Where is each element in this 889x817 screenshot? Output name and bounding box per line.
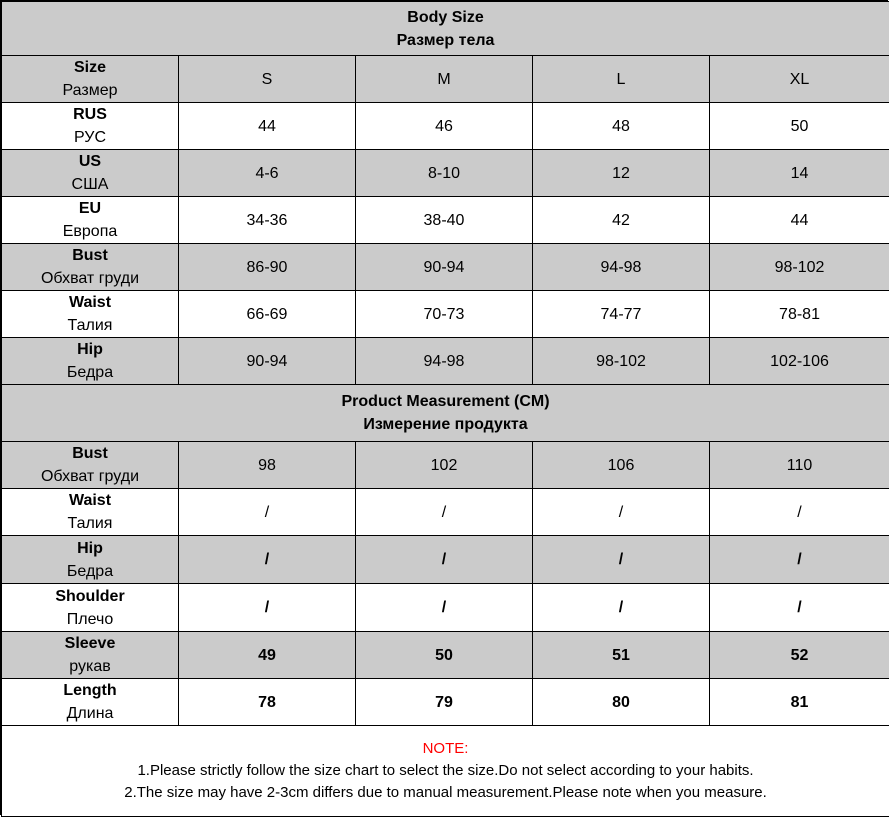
row-label bbox=[2, 338, 179, 385]
table-cell: 86-90 bbox=[179, 244, 356, 291]
table-cell: 98-102 bbox=[533, 338, 710, 385]
row-label-en: Shoulder bbox=[2, 585, 178, 608]
table-cell: 49 bbox=[179, 632, 356, 679]
size-m: M bbox=[356, 56, 533, 103]
row-label bbox=[2, 103, 179, 150]
row-label-ru: Бедра bbox=[2, 361, 178, 384]
table-cell: 42 bbox=[533, 197, 710, 244]
row-label-en: Hip bbox=[2, 338, 178, 361]
table-cell: 4-6 bbox=[179, 150, 356, 197]
table-cell: 90-94 bbox=[356, 244, 533, 291]
row-label bbox=[2, 197, 179, 244]
body-size-title-en: Body Size bbox=[2, 6, 889, 29]
row-label bbox=[2, 489, 179, 536]
row-label bbox=[2, 442, 179, 489]
table-cell: / bbox=[179, 584, 356, 632]
row-label-ru: США bbox=[2, 173, 178, 196]
row-label-en: Waist bbox=[2, 489, 178, 512]
table-cell: / bbox=[533, 489, 710, 536]
table-cell: 78-81 bbox=[710, 291, 889, 338]
size-table bbox=[1, 1, 889, 817]
row-label-en: EU bbox=[2, 197, 178, 220]
table-cell: 80 bbox=[533, 679, 710, 726]
table-cell: 50 bbox=[356, 632, 533, 679]
table-cell: 44 bbox=[179, 103, 356, 150]
row-label-en: Sleeve bbox=[2, 632, 178, 655]
table-cell: / bbox=[710, 489, 889, 536]
table-cell: 66-69 bbox=[179, 291, 356, 338]
table-cell: 94-98 bbox=[533, 244, 710, 291]
row-label-ru: Обхват груди bbox=[2, 465, 178, 488]
product-title bbox=[2, 385, 889, 442]
table-cell: / bbox=[179, 489, 356, 536]
table-cell: / bbox=[533, 536, 710, 584]
table-row bbox=[2, 338, 889, 385]
table-cell: 102-106 bbox=[710, 338, 889, 385]
table-cell: 12 bbox=[533, 150, 710, 197]
row-label-ru: Талия bbox=[2, 512, 178, 535]
table-cell: 81 bbox=[710, 679, 889, 726]
table-cell: 48 bbox=[533, 103, 710, 150]
table-cell: / bbox=[710, 536, 889, 584]
table-cell: 50 bbox=[710, 103, 889, 150]
table-cell: 8-10 bbox=[356, 150, 533, 197]
row-label bbox=[2, 291, 179, 338]
table-cell: 78 bbox=[179, 679, 356, 726]
row-label-ru: Длина bbox=[2, 702, 178, 725]
row-label-ru: Плечо bbox=[2, 608, 178, 631]
row-label bbox=[2, 632, 179, 679]
table-cell: / bbox=[356, 536, 533, 584]
size-l: L bbox=[533, 56, 710, 103]
table-cell: 34-36 bbox=[179, 197, 356, 244]
table-cell: 98-102 bbox=[710, 244, 889, 291]
note-title: NOTE: bbox=[2, 738, 889, 760]
table-row bbox=[2, 244, 889, 291]
table-cell: / bbox=[356, 489, 533, 536]
note-line-1: 1.Please strictly follow the size chart to select the size.Do not select according to your habits. bbox=[2, 760, 889, 782]
table-cell: 51 bbox=[533, 632, 710, 679]
size-label-ru: Размер bbox=[2, 79, 178, 102]
row-label bbox=[2, 584, 179, 632]
body-size-title-ru: Размер тела bbox=[2, 29, 889, 52]
row-label-en: US bbox=[2, 150, 178, 173]
table-cell: 102 bbox=[356, 442, 533, 489]
size-label-cell bbox=[2, 56, 179, 103]
row-label bbox=[2, 150, 179, 197]
table-cell: 79 bbox=[356, 679, 533, 726]
row-label bbox=[2, 679, 179, 726]
product-title-ru: Измерение продукта bbox=[2, 413, 889, 436]
table-cell: / bbox=[533, 584, 710, 632]
table-cell: 110 bbox=[710, 442, 889, 489]
table-cell: 94-98 bbox=[356, 338, 533, 385]
note-line-2: 2.The size may have 2-3cm differs due to manual measurement.Please note when you measure. bbox=[2, 782, 889, 804]
table-row bbox=[2, 584, 889, 632]
table-row bbox=[2, 103, 889, 150]
table-cell: / bbox=[710, 584, 889, 632]
table-row bbox=[2, 197, 889, 244]
size-header-row bbox=[2, 56, 889, 103]
body-size-title bbox=[2, 2, 889, 56]
table-row bbox=[2, 536, 889, 584]
row-label-en: Length bbox=[2, 679, 178, 702]
row-label-en: Hip bbox=[2, 537, 178, 560]
product-title-row bbox=[2, 385, 889, 442]
table-cell: 98 bbox=[179, 442, 356, 489]
size-label-en: Size bbox=[2, 56, 178, 79]
note bbox=[2, 726, 889, 817]
row-label-en: RUS bbox=[2, 103, 178, 126]
table-cell: / bbox=[179, 536, 356, 584]
table-cell: 44 bbox=[710, 197, 889, 244]
row-label-ru: Обхват груди bbox=[2, 267, 178, 290]
row-label-en: Waist bbox=[2, 291, 178, 314]
row-label-en: Bust bbox=[2, 244, 178, 267]
table-cell: / bbox=[356, 584, 533, 632]
product-title-en: Product Measurement (CM) bbox=[2, 390, 889, 413]
table-cell: 90-94 bbox=[179, 338, 356, 385]
note-row bbox=[2, 726, 889, 817]
table-row bbox=[2, 489, 889, 536]
row-label-ru: рукав bbox=[2, 655, 178, 678]
table-cell: 74-77 bbox=[533, 291, 710, 338]
row-label-ru: Талия bbox=[2, 314, 178, 337]
table-cell: 46 bbox=[356, 103, 533, 150]
table-cell: 14 bbox=[710, 150, 889, 197]
table-cell: 52 bbox=[710, 632, 889, 679]
table-row bbox=[2, 291, 889, 338]
table-cell: 38-40 bbox=[356, 197, 533, 244]
row-label-en: Bust bbox=[2, 442, 178, 465]
row-label-ru: Бедра bbox=[2, 560, 178, 583]
body-size-title-row bbox=[2, 2, 889, 56]
size-xl: XL bbox=[710, 56, 889, 103]
table-row bbox=[2, 632, 889, 679]
table-row bbox=[2, 679, 889, 726]
table-cell: 70-73 bbox=[356, 291, 533, 338]
size-s: S bbox=[179, 56, 356, 103]
row-label bbox=[2, 244, 179, 291]
table-row bbox=[2, 150, 889, 197]
row-label-ru: РУС bbox=[2, 126, 178, 149]
table-row bbox=[2, 442, 889, 489]
row-label-ru: Европа bbox=[2, 220, 178, 243]
table-cell: 106 bbox=[533, 442, 710, 489]
row-label bbox=[2, 536, 179, 584]
